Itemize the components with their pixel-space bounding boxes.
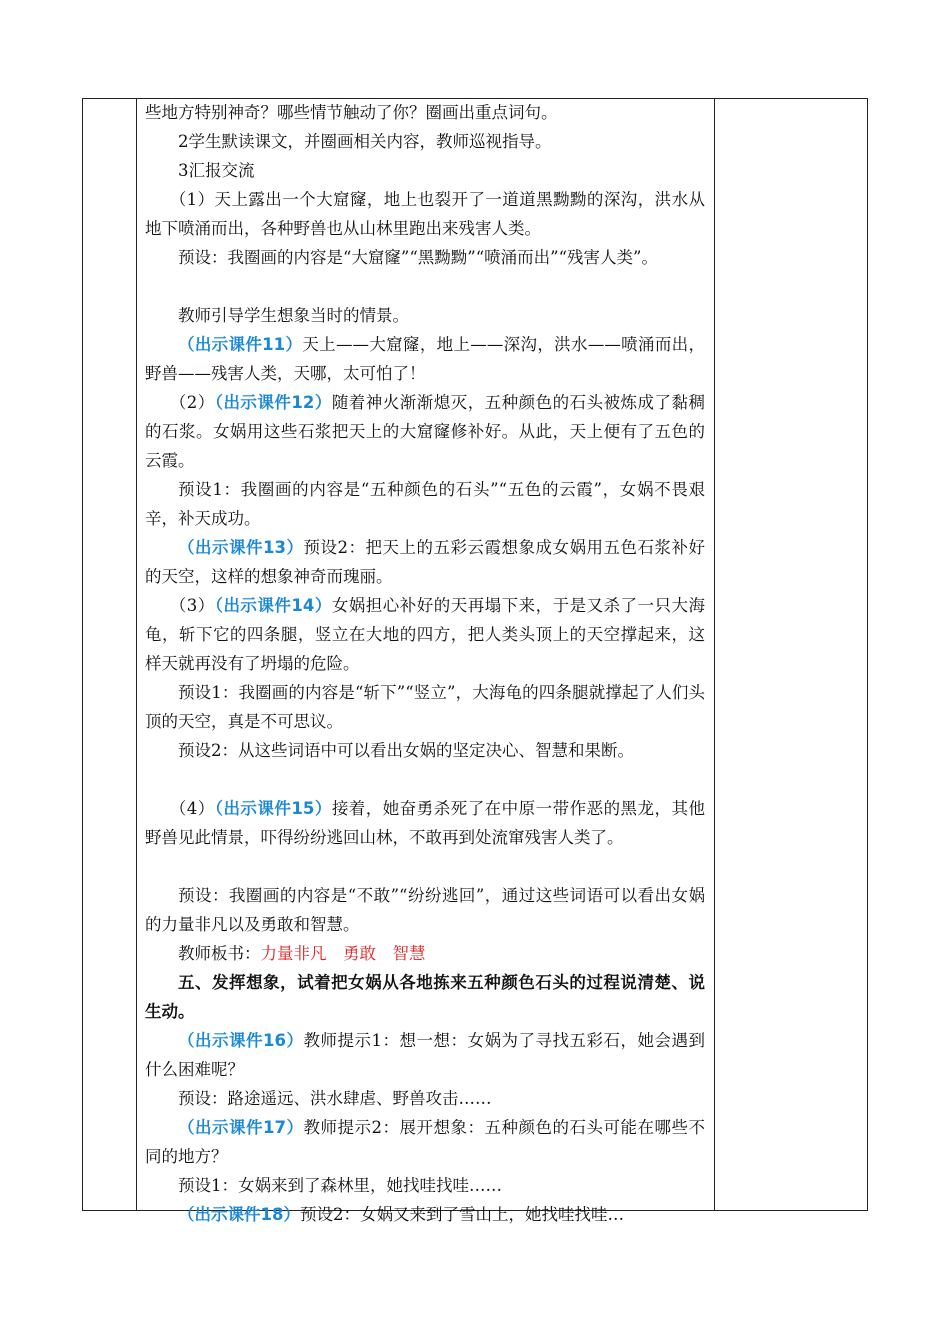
courseware-tag: （出示课件18） <box>178 1205 300 1224</box>
paragraph: 预设：我圈画的内容是“不敢”“纷纷逃回”，通过这些词语可以看出女娲的力量非凡以及勇敢和智慧。 <box>145 886 705 934</box>
paragraph-text: 预设2：女娲又来到了雪山上，她找哇找哇… <box>299 1205 624 1224</box>
paragraph: 预设：我圈画的内容是“大窟窿”“黑黝黝”“喷涌而出”“残害人类”。 <box>178 248 658 267</box>
courseware-tag: （出示课件15） <box>214 799 332 818</box>
paragraph <box>145 533 705 591</box>
paragraph <box>145 1026 705 1084</box>
text-line: 些地方特别神奇？哪些情节触动了你？圈画出重点词句。 <box>145 103 558 122</box>
column-divider-left <box>136 99 137 1210</box>
paragraph-text: 随着神火渐渐熄灭，五种颜色的石头被炼成了黏稠的石浆。女娲用这些石浆把天上的大窟窿修补好。从此，天上便有了五色的云霞。 <box>145 393 705 470</box>
paragraph-text: 女娲担心补好的天再塌下来，于是又杀了一只大海龟，斩下它的四条腿，竖立在大地的四方，把人类头顶上的天空撑起来，这样天就再没有了坍塌的危险。 <box>145 596 705 673</box>
courseware-tag: （出示课件12） <box>214 393 332 412</box>
paragraph-text: 接着，她奋勇杀死了在中原一带作恶的黑龙，其他野兽见此情景，吓得纷纷逃回山林，不敢再到处流窜残害人类了。 <box>145 799 705 847</box>
blackboard-line <box>145 939 705 968</box>
text-line: 2学生默读课文，并圈画相关内容，教师巡视指导。 <box>178 132 552 151</box>
paragraph-number: （2） <box>169 393 215 412</box>
paragraph: （1）天上露出一个大窟窿，地上也裂开了一道道黑黝黝的深沟，洪水从地下喷涌而出，各种野兽也从山林里跑出来残害人类。 <box>145 190 705 238</box>
paragraph-number: （3） <box>169 596 215 615</box>
paragraph-text: 天上——大窟窿，地上——深沟，洪水——喷涌而出，野兽——残害人类，天哪，太可怕了！ <box>145 335 706 383</box>
paragraph <box>145 1200 705 1229</box>
paragraph: 预设1：女娲来到了森林里，她找哇找哇…… <box>178 1176 502 1195</box>
paragraph <box>145 388 705 475</box>
section-heading: 五、发挥想象，试着把女娲从各地拣来五种颜色石头的过程说清楚、说生动。 <box>145 973 705 1021</box>
column-divider-right <box>714 99 715 1210</box>
paragraph: 教师引导学生想象当时的情景。 <box>178 306 409 325</box>
paragraph-text: 教师提示2：展开想象：五种颜色的石头可能在哪些不同的地方？ <box>145 1118 705 1166</box>
courseware-tag: （出示课件13） <box>178 538 304 557</box>
paragraph: 预设：路途遥远、洪水肆虐、野兽攻击…… <box>178 1089 492 1108</box>
courseware-tag: （出示课件14） <box>214 596 332 615</box>
paragraph: 预设2：从这些词语中可以看出女娲的坚定决心、智慧和果断。 <box>178 741 634 760</box>
paragraph <box>145 591 705 678</box>
paragraph-text: 教师提示1：想一想：女娲为了寻找五彩石，她会遇到什么困难呢？ <box>145 1031 705 1079</box>
courseware-tag: （出示课件11） <box>178 335 303 354</box>
paragraph <box>145 330 705 388</box>
paragraph <box>145 1113 705 1171</box>
blackboard-label: 教师板书： <box>178 944 261 963</box>
blackboard-words: 力量非凡 勇敢 智慧 <box>260 944 426 963</box>
paragraph: 预设1：我圈画的内容是“斩下”“竖立”，大海龟的四条腿就撑起了人们头顶的天空，真是不可思议。 <box>145 683 705 731</box>
paragraph-number: （4） <box>169 799 215 818</box>
text-line: 3汇报交流 <box>178 161 255 180</box>
paragraph: 预设1：我圈画的内容是“五种颜色的石头”“五色的云霞”，女娲不畏艰辛，补天成功。 <box>145 480 705 528</box>
courseware-tag: （出示课件17） <box>178 1118 304 1137</box>
paragraph-text: 预设2：把天上的五彩云霞想象成女娲用五色石浆补好的天空，这样的想象神奇而瑰丽。 <box>145 538 705 586</box>
courseware-tag: （出示课件16） <box>178 1031 304 1050</box>
paragraph <box>145 794 705 852</box>
